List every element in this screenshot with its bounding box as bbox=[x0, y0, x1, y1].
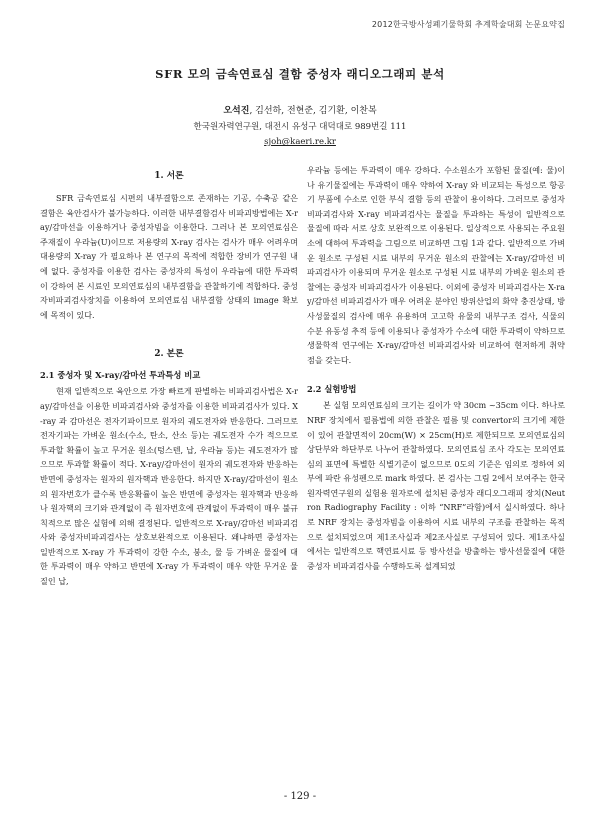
author-list bbox=[0, 104, 600, 119]
left-column bbox=[40, 162, 298, 589]
subsection-2-1-continued: 우라늄 등에는 투과력이 매우 강하다. 수소원소가 포함된 물질(예: 물)이나 유기물질에는 투과력이 매우 약하여 X-ray 와 비교되는 특성으로 항공기 부품에 수소로 인한 부식 결함 등의 관찰이 용이하다. 그러므로 중성자비파괴검사와 X-ray 비파괴검사는 물질을 투과하는 특성이 일반적으로 물질에 따라 서로 상호 보완적으로 이용된다. 일상적으로 사용되는 주요원소에 대하여 투과력을 그림으로 비교하면 그림 1과 같다. 일반적으로 가벼운 원소로 구성된 시료 내부의 무거운 원소의 관찰에는 X-ray/감마선 비파괴검사가 이용되며 무거운 원소로 구성된 시료 내부의 가벼운 원소의 관찰에는 중성자 비파괴검사가 이용된다. 이외에 중성자 비파괴검사는 X-ray/감마선 비파괴검사가 매우 어려운 분야인 방위산업의 화약 충진상태, 방사성물질의 검사에 매우 유용하며 고고학 유물의 내부구조 검사, 식물의 수분 유동성 추적 등에 이용되나 중성자가 수소에 대한 투과력이 약하므로 생물학적 연구에는 X-ray/감마선 비파괴검사와 비교하여 현저하게 취약점을 갖는다. bbox=[307, 165, 565, 365]
subsection-heading-2-2: 2.2 실험방법 bbox=[307, 384, 357, 395]
conference-header: 2012한국방사성폐기물학회 추계학술대회 논문요약집 bbox=[371, 20, 565, 29]
paper-title: SFR 모의 금속연료심 결함 중성자 래디오그래피 분석 bbox=[155, 67, 445, 81]
lead-author: 오석진 bbox=[223, 106, 250, 116]
page-number: - 129 - bbox=[283, 791, 317, 802]
subsection-2-1-paragraph: 현재 일반적으로 육안으로 가장 빠르게 판별하는 비파괴검사법은 X-ray/감마선을 이용한 비파괴검사와 중성자를 이용한 비파괴검사가 있다. X-ray 과 감마선은 전자기파이므로 원자의 궤도전자와 반응한다. 그러므로 전자기파는 가벼운 원소(수소, 탄소, 산소 등)는 궤도전자 수가 적으므로 투과할 확률이 높고 무거운 원소(텅스텐, 납, 우라늄 등)는 궤도전자가 많으므로 투과할 확률이 적다. X-ray/감마선이 원자의 궤도전자와 반응하는 반면에 중성자는 원자의 원자핵과 반응한다. 하지만 X-ray/감마선이 원소의 원자번호가 클수록 반응확률이 높은 반면에 중성자는 원자핵과 반응하나 원자핵의 크기와 관계없이 즉 원자번호에 관계없이 투과력이 매우 불규칙적으로 많은 실험에 의해 결정된다. 일반적으로 X-ray/감마선 비파괴검사와 중성자비파괴검사는 상호보완적으로 이용된다. 왜냐하면 중성자는 일반적으로 X-ray 가 투과력이 강한 수소, 붕소, 물 등 가벼운 물질에 대한 투과력이 매우 약하고 반면에 X-ray 가 투과력이 매우 약한 무거운 물질인 납, bbox=[40, 386, 298, 587]
spacer bbox=[307, 367, 565, 379]
subsection-heading-2-1: 2.1 중성자 및 X-ray/감마선 투과특성 비교 bbox=[40, 370, 201, 381]
author-email: sjoh@kaeri.re.kr bbox=[264, 137, 336, 147]
affiliation: 한국원자력연구원, 대전시 유성구 대덕대로 989번길 111 bbox=[193, 122, 407, 132]
section-heading-body: 2. 본론 bbox=[154, 349, 184, 360]
email-line bbox=[0, 137, 600, 147]
co-authors: , 김선하, 전현준, 김기환, 이찬복 bbox=[249, 106, 377, 116]
spacer bbox=[40, 322, 298, 340]
section-heading-introduction: 1. 서론 bbox=[154, 171, 184, 181]
right-column bbox=[307, 163, 565, 573]
introduction-paragraph: SFR 금속연료심 시편의 내부결함으로 존재하는 기공, 수축공 같은 결함은 육안검사가 불가능하다. 이러한 내부결함검사 비파괴방법에는 X-ray/감마선을 이용하거나 중성자빔을 이용한다. 그러나 본 모의연료심은 주재질이 우라늄(U)이므로 저용량의 X-ray 검사는 검사가 매우 어려우며 대용량의 X-ray 가 필요하나 본 연구의 목적에 적합한 장비가 연구원 내에 없다. 중성자를 이용한 검사는 중성자의 특성이 우라늄에 대한 투과력이 강하여 본 시료인 모의연료심의 내부결함을 관찰하기에 적합하다. 중성자비파괴검사장치를 이용하여 모의연료심 내부결함 상태의 image 확보에 목적이 있다. bbox=[40, 193, 298, 320]
subsection-2-2-paragraph: 본 실험 모의연료심의 크기는 길이가 약 30cm ~35cm 이다. 하나로 NRF 장치에서 필름법에 의한 관찰은 필름 및 convertor의 크기에 제한이 있어 관찰면적이 20cm(W) × 25cm(H)로 제한되므로 모의연료심의 상단부와 하단부로 나누어 관찰하였다. 모의연료심 조사 각도는 모의연료심의 표면에 특별한 식별기준이 없으므로 0도의 기준은 임의로 정하여 외부에 파란 유성펜으로 mark 하였다. 본 검사는 그림 2에서 보여주는 한국원자력연구원의 실험용 원자로에 설치된 중성자 래디오그래피 장치(Neutron Radiography Facility : 이하 “NRF”라함)에서 실시하였다. 하나로 NRF 장치는 중성자빔을 이용하여 시료 내부의 구조를 관찰하는 목적으로 설치되었으며 제1조사실과 제2조사실로 구성되어 있다. 제1조사실에서는 일반적으로 핵연료시료 등 방사선을 방출하는 방사선물질에 대한 중성자 비파괴검사를 수행하도록 설계되었 bbox=[307, 400, 566, 571]
